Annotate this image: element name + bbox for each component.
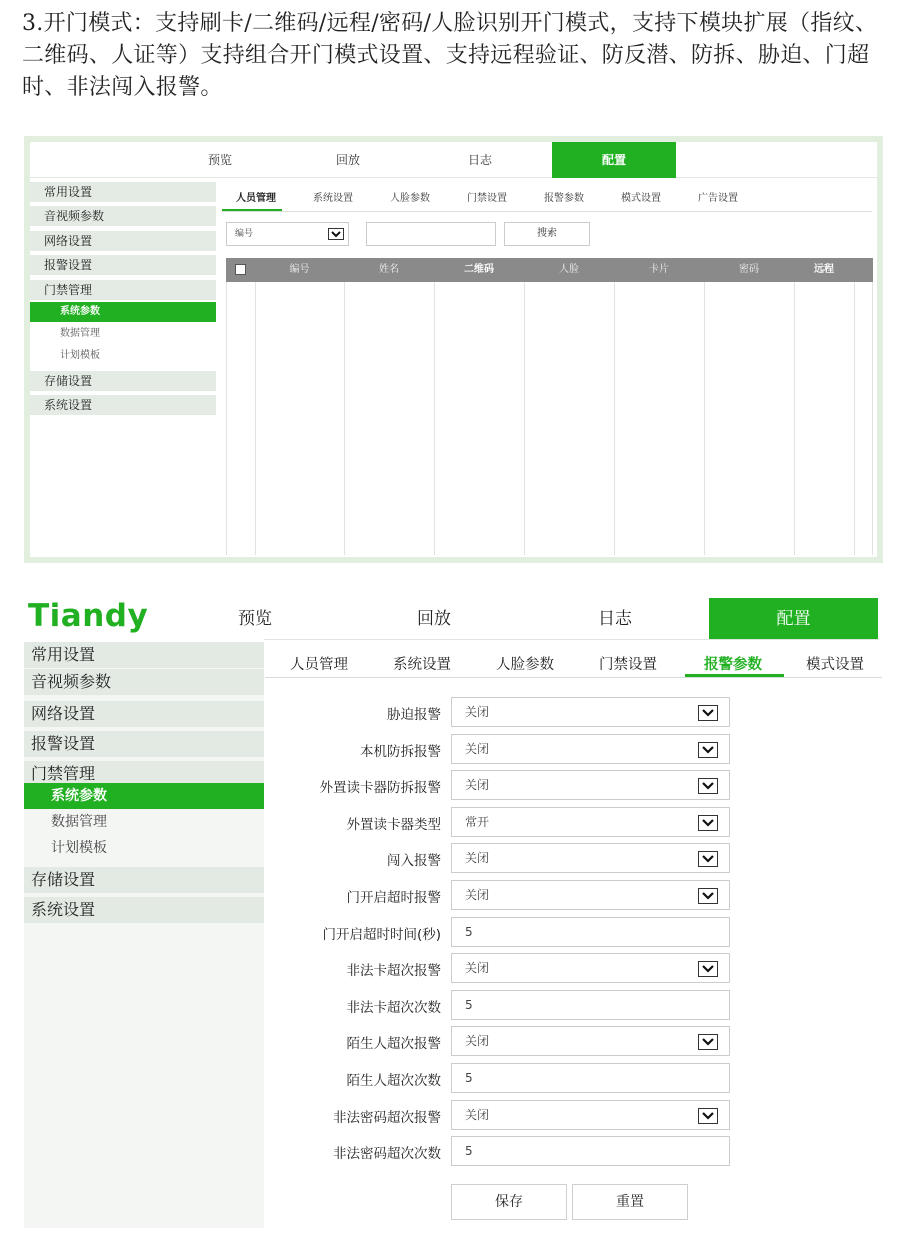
chevron-down-icon bbox=[328, 228, 344, 240]
field-label: 陌生人超次报警 bbox=[346, 1036, 441, 1052]
field-label: 外置读卡器类型 bbox=[346, 817, 441, 833]
tab-mode[interactable]: 模式设置 bbox=[621, 193, 661, 204]
tab-system[interactable]: 系统设置 bbox=[313, 193, 353, 204]
tab-personnel[interactable]: 人员管理 bbox=[236, 193, 276, 204]
field-value: 5 bbox=[465, 925, 473, 939]
chevron-down-icon bbox=[698, 961, 718, 977]
tab-alarm[interactable]: 报警参数 bbox=[544, 193, 584, 204]
top-nav bbox=[30, 142, 877, 178]
chevron-down-icon bbox=[698, 778, 718, 794]
tab-access[interactable]: 门禁设置 bbox=[467, 193, 507, 204]
nav-config[interactable]: 配置 bbox=[552, 142, 676, 178]
field-value: 关闭 bbox=[465, 1108, 490, 1122]
col-name: 姓名 bbox=[379, 264, 399, 275]
sidebar-item-system[interactable]: 系统设置 bbox=[30, 395, 216, 415]
chevron-down-icon bbox=[698, 888, 718, 904]
field-value: 关闭 bbox=[465, 1034, 490, 1048]
select-field[interactable] bbox=[451, 953, 730, 983]
sidebar-item-storage[interactable]: 存储设置 bbox=[24, 867, 264, 893]
search-field-select[interactable] bbox=[226, 222, 349, 246]
chevron-down-icon bbox=[698, 742, 718, 758]
select-all-checkbox[interactable] bbox=[235, 264, 246, 275]
col-id: 编号 bbox=[289, 264, 310, 275]
field-value: 5 bbox=[465, 998, 473, 1012]
chevron-down-icon bbox=[698, 705, 718, 721]
field-label: 陌生人超次次数 bbox=[346, 1073, 441, 1089]
field-label: 本机防拆报警 bbox=[360, 744, 441, 760]
sidebar-item-alarm[interactable]: 报警设置 bbox=[30, 255, 216, 275]
screenshot-alarm-params bbox=[24, 596, 882, 1228]
field-value: 关闭 bbox=[465, 705, 490, 719]
sidebar-sub-data[interactable]: 数据管理 bbox=[60, 328, 100, 339]
tab-alarm[interactable]: 报警参数 bbox=[704, 657, 762, 673]
table-header bbox=[226, 258, 873, 282]
field-label: 非法密码超次报警 bbox=[333, 1110, 441, 1126]
sidebar-sub-system-params[interactable]: 系统参数 bbox=[30, 302, 216, 322]
sidebar-sub-schedule[interactable]: 计划模板 bbox=[51, 840, 107, 856]
select-field[interactable] bbox=[451, 734, 730, 764]
nav-log[interactable]: 日志 bbox=[598, 609, 632, 629]
nav-config[interactable]: 配置 bbox=[709, 598, 878, 640]
field-label: 非法卡超次次数 bbox=[346, 1000, 441, 1016]
number-input[interactable] bbox=[451, 990, 730, 1020]
select-field[interactable] bbox=[451, 807, 730, 837]
tab-divider bbox=[265, 677, 882, 678]
sidebar-item-alarm[interactable]: 报警设置 bbox=[24, 731, 264, 757]
field-value: 关闭 bbox=[465, 778, 490, 792]
chevron-down-icon bbox=[698, 1034, 718, 1050]
tab-divider bbox=[222, 211, 872, 212]
field-value: 关闭 bbox=[465, 851, 490, 865]
select-field[interactable] bbox=[451, 1026, 730, 1056]
col-password: 密码 bbox=[739, 264, 759, 275]
sidebar bbox=[30, 178, 218, 557]
reset-button[interactable]: 重置 bbox=[572, 1184, 688, 1220]
nav-preview[interactable]: 预览 bbox=[207, 153, 232, 167]
number-input[interactable] bbox=[451, 917, 730, 947]
tab-face[interactable]: 人脸参数 bbox=[390, 193, 430, 204]
tab-ads[interactable]: 广告设置 bbox=[698, 193, 738, 204]
sidebar-sub-system-params[interactable]: 系统参数 bbox=[24, 783, 264, 809]
field-value: 5 bbox=[465, 1144, 473, 1158]
tab-system[interactable]: 系统设置 bbox=[393, 657, 451, 673]
tab-face[interactable]: 人脸参数 bbox=[496, 657, 554, 673]
field-label: 非法卡超次报警 bbox=[346, 963, 441, 979]
sidebar-item-network[interactable]: 网络设置 bbox=[24, 701, 264, 727]
col-remote: 远程 bbox=[814, 264, 834, 275]
tab-access[interactable]: 门禁设置 bbox=[599, 657, 657, 673]
sidebar-item-common[interactable]: 常用设置 bbox=[24, 642, 264, 668]
main-panel bbox=[218, 178, 877, 557]
nav-preview[interactable]: 预览 bbox=[238, 609, 272, 629]
sidebar-item-storage[interactable]: 存储设置 bbox=[30, 371, 216, 391]
col-qrcode: 二维码 bbox=[464, 264, 494, 275]
active-tab-underline bbox=[685, 674, 784, 677]
field-value: 常开 bbox=[465, 815, 490, 829]
nav-divider bbox=[264, 639, 879, 640]
sidebar-item-access[interactable]: 门禁管理 bbox=[24, 761, 264, 787]
tiandy-logo: Tiandy bbox=[28, 598, 149, 634]
field-label: 非法密码超次次数 bbox=[333, 1146, 441, 1162]
select-field[interactable] bbox=[451, 843, 730, 873]
field-value: 5 bbox=[465, 1071, 473, 1085]
nav-playback[interactable]: 回放 bbox=[335, 153, 360, 167]
sidebar-sub-data[interactable]: 数据管理 bbox=[51, 814, 107, 830]
search-field-value: 编号 bbox=[235, 229, 254, 239]
col-card: 卡片 bbox=[649, 264, 669, 275]
select-field[interactable] bbox=[451, 1100, 730, 1130]
field-label: 门开启超时报警 bbox=[346, 890, 441, 906]
select-field[interactable] bbox=[451, 880, 730, 910]
sidebar-item-system[interactable]: 系统设置 bbox=[24, 897, 264, 923]
tab-mode[interactable]: 模式设置 bbox=[806, 657, 864, 673]
sidebar-item-common[interactable]: 常用设置 bbox=[30, 182, 216, 202]
field-label: 门开启超时时间(秒) bbox=[322, 927, 441, 943]
field-label: 外置读卡器防拆报警 bbox=[319, 780, 441, 796]
chevron-down-icon bbox=[698, 815, 718, 831]
number-input[interactable] bbox=[451, 1063, 730, 1093]
field-value: 关闭 bbox=[465, 888, 490, 902]
search-input[interactable] bbox=[366, 222, 496, 246]
intro-paragraph: 3.开门模式：支持刷卡/二维码/远程/密码/人脸识别开门模式，支持下模块扩展（指纹、二维码、人证等）支持组合开门模式设置、支持远程验证、防反潜、防拆、胁迫、门超时、非法闯入报警。 bbox=[22, 11, 878, 100]
number-input[interactable] bbox=[451, 1136, 730, 1166]
field-value: 关闭 bbox=[465, 961, 490, 975]
nav-log[interactable]: 日志 bbox=[467, 153, 492, 167]
search-button[interactable]: 搜索 bbox=[504, 222, 590, 246]
col-face: 人脸 bbox=[559, 264, 579, 275]
select-field[interactable] bbox=[451, 770, 730, 800]
chevron-down-icon bbox=[698, 1108, 718, 1124]
field-value: 关闭 bbox=[465, 742, 490, 756]
save-button[interactable]: 保存 bbox=[451, 1184, 567, 1220]
sidebar-item-access[interactable]: 门禁管理 bbox=[30, 280, 216, 300]
sidebar-item-av[interactable]: 音视频参数 bbox=[24, 669, 264, 695]
screenshot-personnel-management bbox=[24, 136, 883, 563]
field-label: 胁迫报警 bbox=[387, 707, 441, 723]
nav-playback[interactable]: 回放 bbox=[417, 609, 451, 629]
tab-personnel[interactable]: 人员管理 bbox=[290, 657, 348, 673]
field-label: 闯入报警 bbox=[387, 853, 441, 869]
select-field[interactable] bbox=[451, 697, 730, 727]
active-tab-underline bbox=[222, 209, 282, 211]
table-body bbox=[226, 282, 873, 555]
sidebar-item-av[interactable]: 音视频参数 bbox=[30, 206, 216, 226]
chevron-down-icon bbox=[698, 851, 718, 867]
sidebar-item-network[interactable]: 网络设置 bbox=[30, 231, 216, 251]
sidebar-sub-schedule[interactable]: 计划模板 bbox=[60, 350, 100, 361]
sidebar bbox=[24, 642, 264, 1228]
